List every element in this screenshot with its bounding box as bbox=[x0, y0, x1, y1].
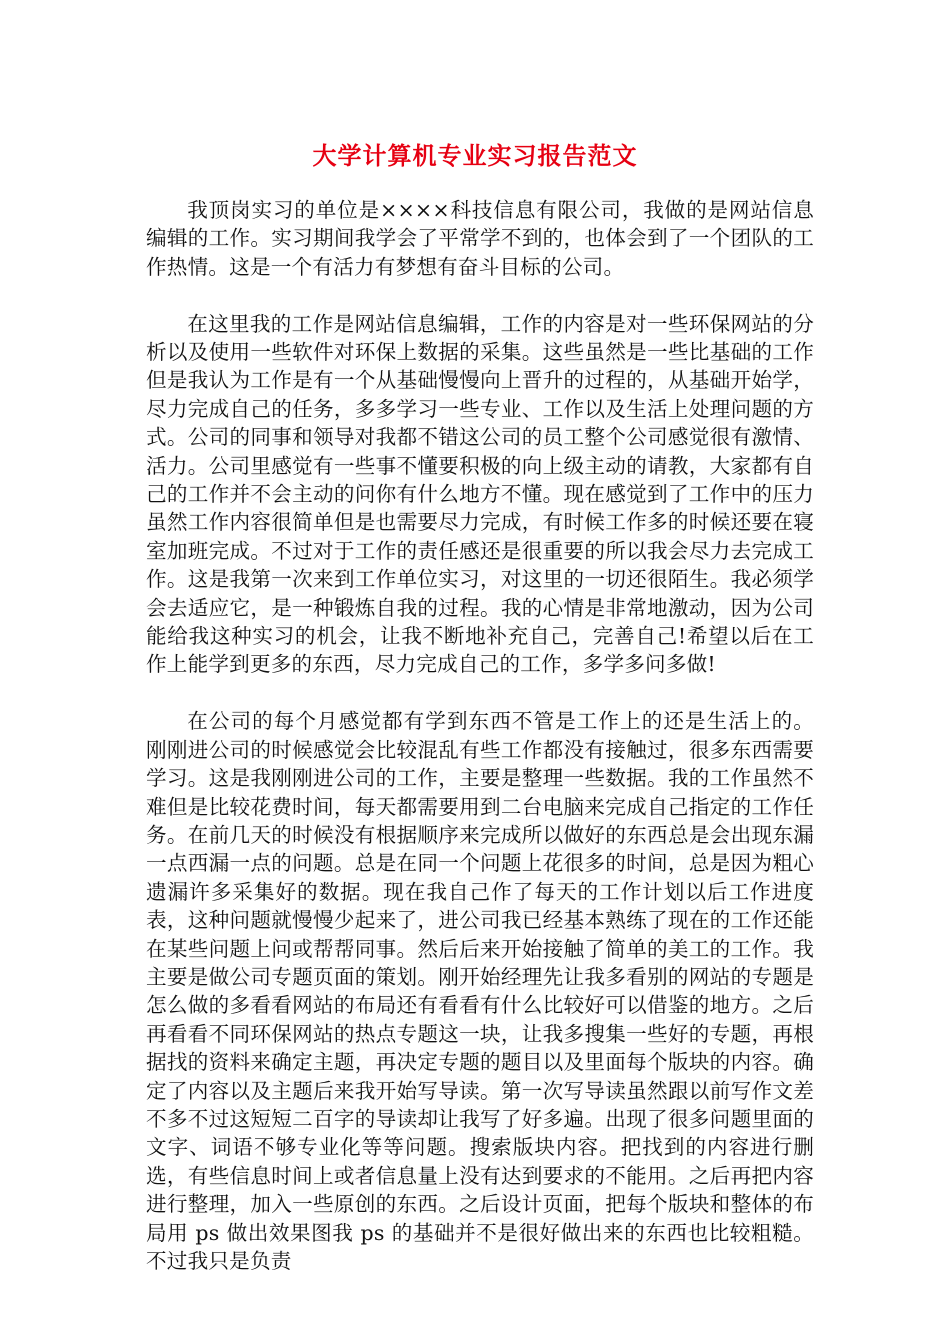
paragraph-3: 在公司的每个月感觉都有学到东西不管是工作上的还是生活上的。 刚刚进公司的时候感觉会比较混乱有些工作都没有接触过，很多东西需要学习。这是我刚刚进公司的工作，主要是整理一些数据。我的工作虽然不难但是比较花费时间，每天都需要用到二台电脑来完成自己指定的工作任务。在前几天的时候没有根据顺序来完成所以做好的东西总是会出现东漏一点西漏一点的问题。总是在同一个问题上花很多的时间，总是因为粗心遗漏许多采集好的数据。现在我自己作了每天的工作计划以后工作进度表，这种问题就慢慢少起来了，进公司我已经基本熟练了现在的工作还能在某些问题上问或帮帮同事。然后后来开始接触了简单的美工的工作。我主要是做公司专题页面的策划。刚开始经理先让我多看别的网站的专题是怎么做的多看看网站的布局还有看看有什么比较好可以借鉴的地方。之后再看看不同环保网站的热点专题这一块，让我多搜集一些好的专题，再根据找的资料来确定主题，再决定专题的题目以及里面每个版块的内容。确定了内容以及主题后来我开始写导读。第一次写导读虽然跟以前写作文差不多不过这短短二百字的导读却让我写了好多遍。出现了很多问题里面的文字、词语不够专业化等等问题。搜索版块内容。把找到的内容进行删选，有些信息时间上或者信息量上没有达到要求的不能用。之后再把内容进行整理，加入一些原创的东西。之后设计页面，把每个版块和整体的布局用 ps 做出效果图我 ps 的基础并不是很好做出来的东西也比较粗糙。不过我只是负责 bbox=[146, 709, 814, 1273]
paragraph-2: 在这里我的工作是网站信息编辑，工作的内容是对一些环保网站的分析以及使用一些软件对环保上数据的采集。这些虽然是一些比基础的工作但是我认为工作是有一个从基础慢慢向上晋升的过程的，从基础开始学，尽力完成自己的任务，多多学习一些专业、工作以及生活上处理问题的方式。公司的同事和领导对我都不错这公司的员工整个公司感觉很有激情、活力。公司里感觉有一些事不懂要积极的向上级主动的请教，大家都有自己的工作并不会主动的问你有什么地方不懂。现在感觉到了工作中的压力虽然工作内容很简单但是也需要尽力完成，有时候工作多的时候还要在寝室加班完成。不过对于工作的责任感还是很重要的所以我会尽力去完成工作。这是我第一次来到工作单位实习，对这里的一切还很陌生。我必须学会去适应它，是一种锻炼自我的过程。我的心情是非常地激动，因为公司能给我这种实习的机会，让我不断地补充自己，完善自己!希望以后在工作上能学到更多的东西，尽力完成自己的工作，多学多问多做! bbox=[146, 311, 814, 677]
document-title: 大学计算机专业实习报告范文 bbox=[312, 142, 638, 170]
paragraph-1: 我顶岗实习的单位是××××科技信息有限公司，我做的是网站信息编辑的工作。实习期间我学会了平常学不到的，也体会到了一个团队的工作热情。这是一个有活力有梦想有奋斗目标的公司。 bbox=[146, 198, 814, 279]
document-body bbox=[146, 196, 814, 1275]
